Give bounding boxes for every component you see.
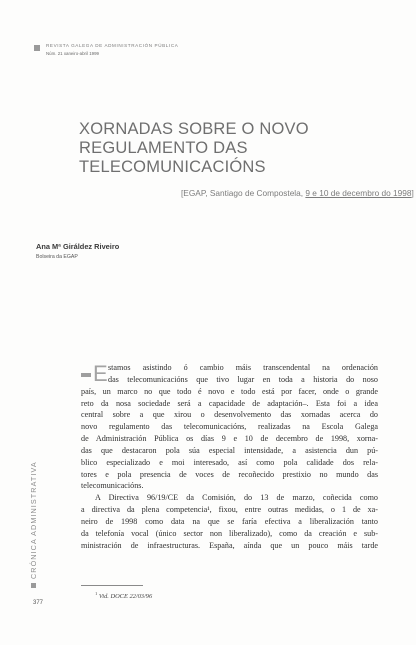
footnote-number: 1: [95, 591, 98, 596]
body-text: [81, 362, 378, 552]
journal-name: REVISTA GALEGA DE ADMINISTRACIÓN PÚBLICA: [46, 43, 179, 48]
page-number: 377: [33, 600, 44, 606]
body-line: stamos asistindo ó cambio máis transcendental na ordenación: [108, 363, 378, 372]
footnote-text: Vid. DOCE 22/03/96: [98, 593, 153, 601]
body-line: de Administración Pública os días 9 e 10 de decembro de 1998, xorna-: [81, 434, 378, 444]
body-line: das que destacaron pola súa especial intensidade, a asistencia dun pú-: [81, 445, 378, 455]
section-name: CRÓNICA ADMINISTRATIVA: [29, 461, 38, 579]
author-affiliation: Bolseira da EGAP: [36, 254, 78, 260]
footnote-rule: [81, 585, 143, 586]
issue-info: Núm. 21 xaneiro-abril 1999: [46, 51, 99, 56]
body-line: neiro de 1998 como data na que se faría efectiva a liberalización tanto: [81, 516, 378, 526]
body-line: país, un marco no que todo é novo e todo está por facer, onde o grande: [81, 386, 378, 396]
event-dates: 9 e 10 de decembro do 1998: [305, 188, 412, 198]
body-line: blico especializado e moi interesado, así como pola calidade dos rela-: [81, 457, 378, 467]
event-place: [EGAP, Santiago de Compostela,: [181, 188, 306, 198]
body-line: reto da nosa sociedade será a capacidade de adaptación–. Esta foi a idea: [81, 398, 378, 408]
event-info: [181, 188, 414, 198]
body-line: a directiva da plena competencia¹, fixou, entre outras medidas, o 1 de xa-: [81, 505, 378, 515]
body-line: central sobre a que xirou o desenvolvemento das xornadas acerca do: [81, 410, 378, 420]
drop-cap: E: [93, 361, 108, 386]
body-line: da telefonía vocal (único sector non liberalizado), como da creación e sub-: [81, 528, 378, 538]
article-title: [79, 120, 379, 177]
body-line: novo regulamento das telecomunicacións, realizadas na Escola Galega: [81, 422, 378, 432]
body-line: ministración de infraestructuras. España, aínda que un pouco máis tarde: [81, 540, 378, 550]
title-line: REGULAMENTO DAS: [79, 139, 248, 157]
footnote: [95, 591, 152, 600]
side-label-square-icon: [31, 583, 36, 588]
body-line: tores e pola presencia de voces de recoñecido prestixio no mundo das: [81, 469, 378, 479]
author-name: Ana Mª Giráldez Riveiro: [36, 242, 120, 251]
body-line: A Directiva 96/19/CE da Comisión, do 13 de marzo, coñecida como: [95, 493, 378, 503]
section-side-label: [29, 461, 38, 588]
title-line: XORNADAS SOBRE O NOVO: [79, 120, 309, 138]
event-suffix: ]: [411, 188, 414, 198]
body-line: das telecomunicacións que tivo lugar en toda a historia do noso: [108, 374, 378, 384]
body-line: telecomunicacións.: [81, 481, 144, 491]
header-square-icon: [34, 45, 40, 51]
title-line: TELECOMUNICACIÓNS: [79, 158, 266, 176]
